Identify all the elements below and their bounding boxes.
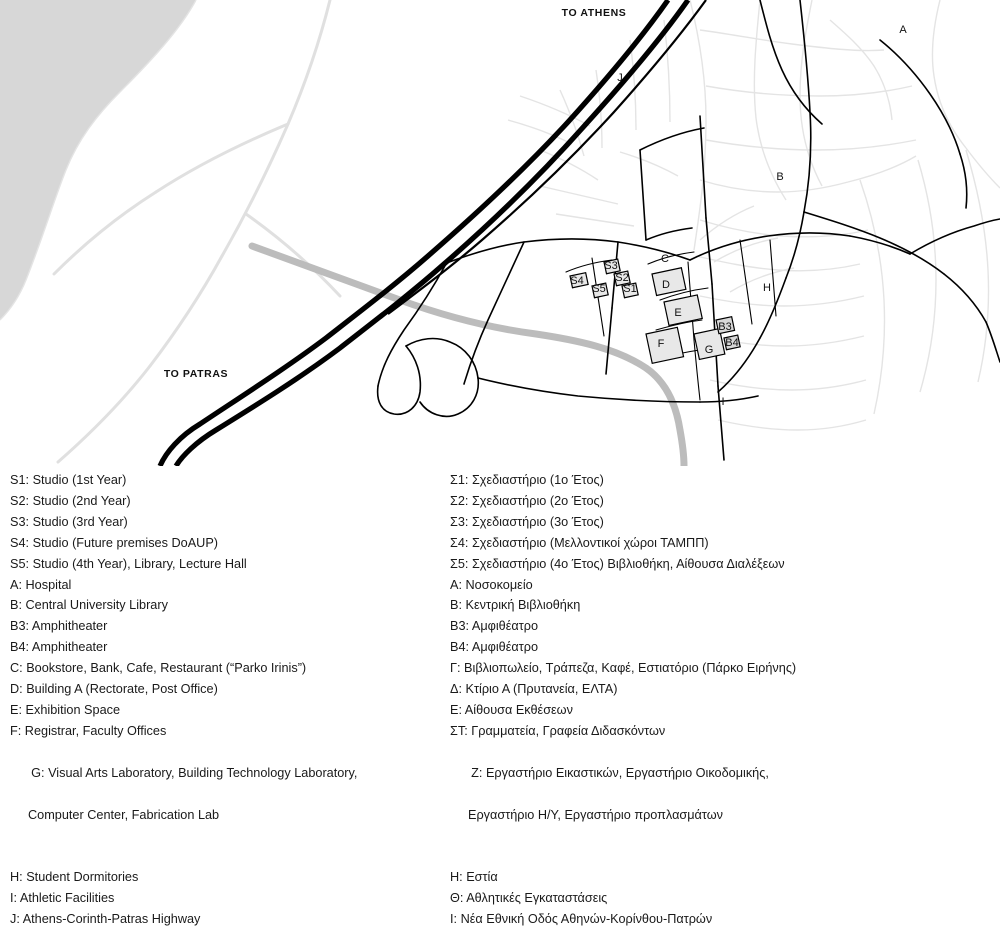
site-label-S5: S5 <box>592 283 606 295</box>
legend-item-sigma2: Σ2: Σχεδιαστήριο (2ο Έτος) <box>450 493 604 508</box>
legend-item-beta3: Β3: Αμφιθέατρο <box>450 619 539 634</box>
legend-item-gamma: Γ: Βιβλιοπωλείο, Τράπεζα, Καφέ, Εστιατόριο (Πάρκο Ειρήνης) <box>450 661 797 676</box>
site-label-H: H <box>763 282 771 294</box>
legend-item-sigma5: Σ5: Σχεδιαστήριο (4ο Έτος) Βιβλιοθήκη, Αίθουσα Διαλέξεων <box>450 556 785 571</box>
legend-item-stigma: ΣΤ: Γραμματεία, Γραφεία Διδασκόντων <box>450 723 666 738</box>
legend-item-h: H: Student Dormitories <box>10 870 139 885</box>
legend-item-a: A: Hospital <box>10 577 72 592</box>
legend-item-sigma4: Σ4: Σχεδιαστήριο (Μελλοντικοί χώροι ΤΑΜΠΠ) <box>450 535 709 550</box>
legend-item-f: F: Registrar, Faculty Offices <box>10 723 167 738</box>
legend-item-s5: S5: Studio (4th Year), Library, Lecture Hall <box>10 556 247 571</box>
site-label-J: J <box>617 72 623 84</box>
road-label-to-athens: TO ATHENS <box>561 7 627 19</box>
site-label-B3: B3 <box>718 321 732 333</box>
legend-item-s2: S2: Studio (2nd Year) <box>10 493 131 508</box>
legend-item-eta: Η: Εστία <box>450 870 498 885</box>
site-label-E: E <box>674 307 682 319</box>
legend-item-b3: B3: Amphitheater <box>10 619 108 634</box>
road-label-to-patras: TO PATRAS <box>163 368 229 380</box>
legend-item-epsilon: Ε: Αίθουσα Εκθέσεων <box>450 702 573 717</box>
legend-item-e: E: Exhibition Space <box>10 702 121 717</box>
site-label-S1: S1 <box>623 283 637 295</box>
legend-item-b4: B4: Amphitheater <box>10 640 108 655</box>
site-label-B4: B4 <box>725 337 739 349</box>
legend-item-c: C: Bookstore, Bank, Cafe, Restaurant (“Parko Irinis”) <box>10 661 307 676</box>
site-label-S3: S3 <box>604 260 618 272</box>
map-legend <box>0 470 1000 927</box>
legend-item-sigma3: Σ3: Σχεδιαστήριο (3ο Έτος) <box>450 514 604 529</box>
site-label-D: D <box>662 279 670 291</box>
legend-column-english <box>10 470 440 930</box>
site-label-S2: S2 <box>615 272 629 284</box>
legend-item-b: B: Central University Library <box>10 598 168 613</box>
legend-item-beta4: Β4: Αμφιθέατρο <box>450 640 539 655</box>
legend-item-g-line1: G: Visual Arts Laboratory, Building Technology Laboratory, <box>31 765 358 780</box>
site-label-I: I <box>721 396 725 408</box>
legend-item-g-line2: Computer Center, Fabrication Lab <box>28 807 220 822</box>
legend-item-zeta-line2: Εργαστήριο Η/Υ, Εργαστήριο προπλασμάτων <box>468 807 723 822</box>
legend-item-s1: S1: Studio (1st Year) <box>10 473 127 487</box>
legend-item-g <box>10 742 440 867</box>
site-label-S4: S4 <box>570 275 584 287</box>
legend-item-sigma1: Σ1: Σχεδιαστήριο (1ο Έτος) <box>450 473 604 487</box>
legend-item-iota: Ι: Νέα Εθνική Οδός Αθηνών-Κορίνθου-Πατρών <box>450 912 713 927</box>
site-label-C: C <box>661 253 669 265</box>
legend-item-d: D: Building A (Rectorate, Post Office) <box>10 682 218 697</box>
legend-item-j: J: Athens-Corinth-Patras Highway <box>10 912 201 927</box>
legend-item-zeta-line1: Ζ: Εργαστήριο Εικαστικών, Εργαστήριο Οικοδομικής, <box>471 765 769 780</box>
site-label-A: A <box>899 24 907 36</box>
legend-item-alpha: Α: Νοσοκομείο <box>450 577 533 592</box>
legend-item-theta: Θ: Αθλητικές Εγκαταστάσεις <box>450 891 608 906</box>
legend-item-i: I: Athletic Facilities <box>10 891 115 906</box>
site-label-B: B <box>776 171 784 183</box>
site-label-F: F <box>657 338 665 350</box>
legend-item-zeta <box>450 742 995 867</box>
site-label-G: G <box>704 344 714 356</box>
legend-item-s3: S3: Studio (3rd Year) <box>10 514 128 529</box>
legend-column-greek <box>450 470 995 930</box>
legend-item-beta: Β: Κεντρική Βιβλιοθήκη <box>450 598 581 613</box>
legend-item-delta: Δ: Κτίριο Α (Πρυτανεία, ΕΛΤΑ) <box>450 682 618 697</box>
legend-item-s4: S4: Studio (Future premises DoAUP) <box>10 535 219 550</box>
